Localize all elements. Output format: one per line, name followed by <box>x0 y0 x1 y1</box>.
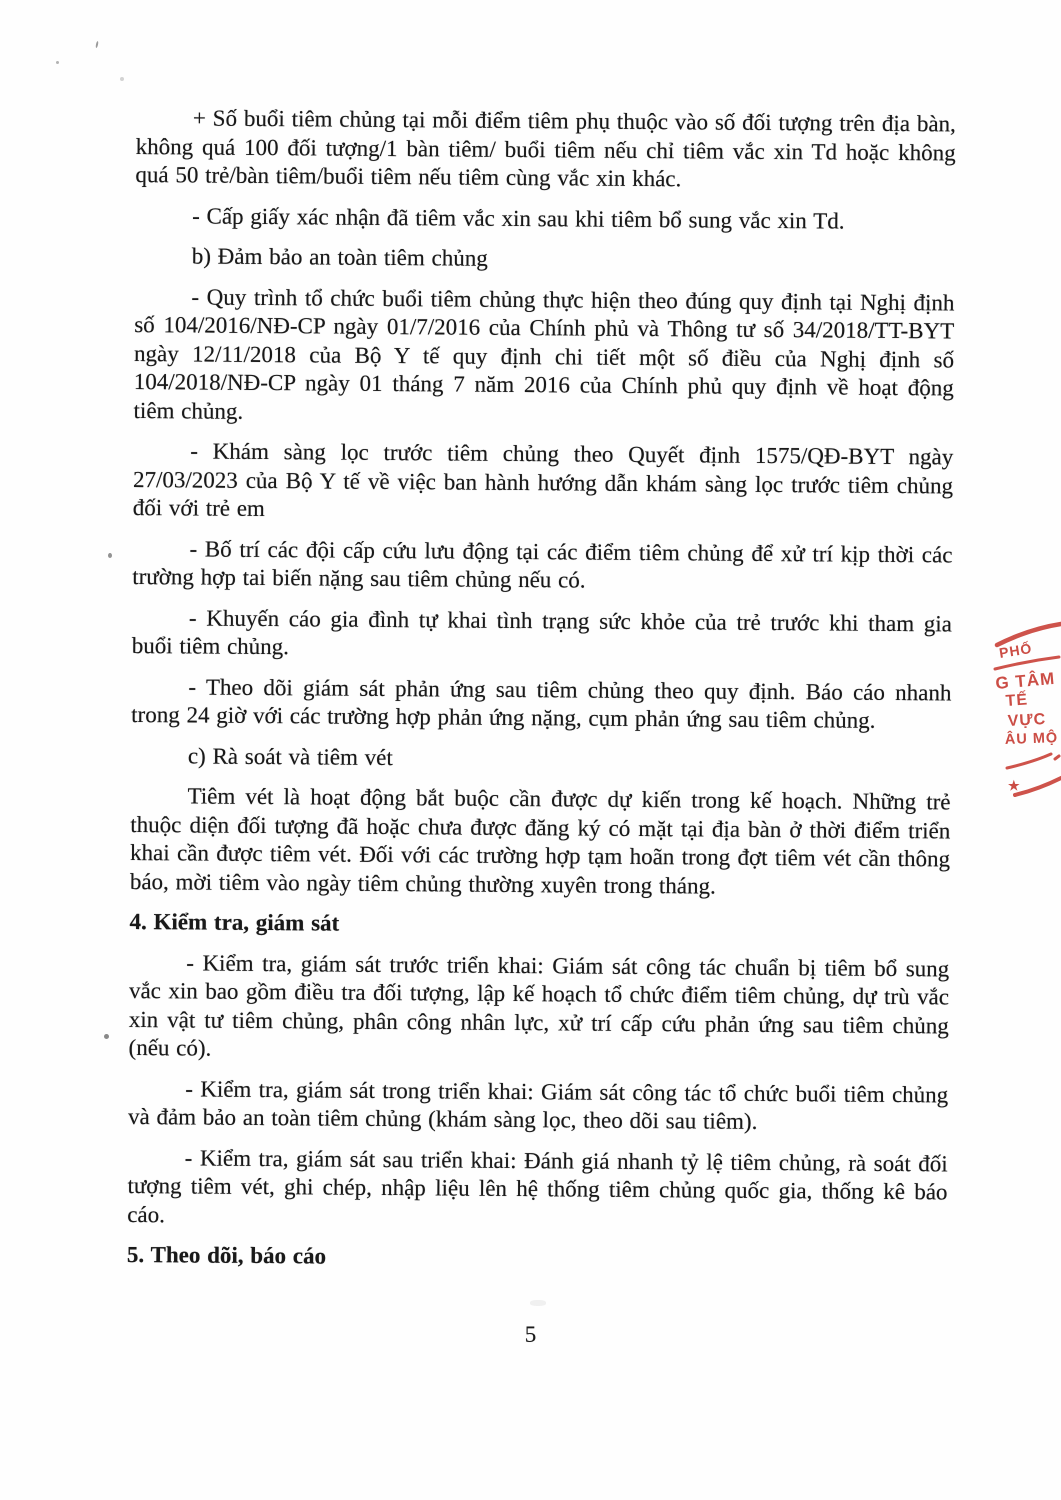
scan-speck <box>95 41 98 48</box>
paragraph-dash-item: - Cấp giấy xác nhận đã tiêm vắc xin sau khi tiêm bổ sung vắc xin Td. <box>192 202 845 234</box>
section-4-heading: 4. Kiểm tra, giám sát <box>129 908 340 936</box>
scan-speck <box>104 1034 109 1039</box>
scan-speck <box>530 1300 546 1306</box>
subsection-b-heading: b) Đảm bảo an toàn tiêm chủng <box>191 243 488 271</box>
stamp-star-icon: ★ <box>1008 778 1021 793</box>
paragraph-dash-item: - Kiểm tra, giám sát sau triển khai: Đánh giá nhanh tỷ lệ tiêm chủng, rà soát đối tượng tiêm vét, ghi chép, nhập liệu lên hệ thống tiêm chủng quốc gia, thống kê báo cáo. <box>127 1144 948 1227</box>
paragraph-dash-item: - Bố trí các đội cấp cứu lưu động tại các điểm tiêm chủng để xử trí kịp thời các trường hợp tai biến nặng sau tiêm chủng nếu có. <box>132 535 953 593</box>
page-number: 5 <box>524 1322 537 1347</box>
stamp-arc-bottom-outer <box>1015 778 1061 795</box>
stamp-text-fragment: PHỐ <box>997 639 1034 661</box>
paragraph-dash-item: - Theo dõi giám sát phản ứng sau tiêm chủng theo quy định. Báo cáo nhanh trong 24 giờ với các trường hợp phản ứng nặng, cụm phản ứng sau tiêm chủng. <box>131 673 952 733</box>
scan-speck <box>56 61 59 64</box>
scan-speck <box>108 553 112 558</box>
paragraph-body: Tiêm vét là hoạt động bắt buộc cần được dự kiến trong kế hoạch. Những trẻ thuộc diện đối tượng đã hoặc chưa được đăng ký có mặt tại địa bàn ở thời điểm triển khai cần được tiêm vét. Đối với các trường hợp tạm hoãn trong đợt tiêm vét cần thông báo, mời tiêm vào ngày tiêm chủng thường xuyên trong tháng. <box>129 783 951 899</box>
section-5-heading: 5. Theo dõi, báo cáo <box>126 1241 327 1269</box>
paragraph-dash-item: - Quy trình tổ chức buổi tiêm chủng thực hiện theo đúng quy định tại Nghị định số 104/2016/NĐ-CP ngày 01/7/2016 của Chính phủ và Thông tư số 34/2018/TT-BYT ngày 12/11/2018 của Bộ Y tế quy định chi tiết một số điều của Nghị định số 104/2018/NĐ-CP ngày 01 tháng 7 năm 2016 của Chính phủ quy định về hoạt động tiêm chủng. <box>133 283 955 424</box>
paragraph-dash-item: - Khám sàng lọc trước tiêm chủng theo Quyết định 1575/QĐ-BYT ngày 27/03/2023 của Bộ Y tế về việc ban hành hướng dẫn khám sàng lọc trước tiêm chủng đối với trẻ em <box>132 438 954 522</box>
stamp-text-fragment: ÂU MỘ <box>1004 730 1059 748</box>
stamp-arc-bottom-inner <box>1007 754 1059 768</box>
paragraph-dash-item: - Kiểm tra, giám sát trước triển khai: Giám sát công tác chuẩn bị tiêm bổ sung vắc xin bao gồm điều tra đối tượng, lập kế hoạch tổ chức điểm tiêm chủng, dự trù vắc xin vật tư tiêm chủng, phân công nhân lực, xử trí cấp cứu phản ứng sau tiêm chủng (nếu có). <box>128 949 950 1061</box>
document-body <box>127 104 956 1288</box>
paragraph-dash-item: - Kiểm tra, giám sát trong triển khai: Giám sát công tác tổ chức buổi tiêm chủng và đảm bảo an toàn tiêm chủng (khám sàng lọc, theo dõi sau tiêm). <box>127 1075 949 1134</box>
red-circular-stamp <box>985 618 1061 800</box>
paragraph-dash-item: - Khuyến cáo gia đình tự khai tình trạng sức khỏe của trẻ trước khi tham gia buổi tiêm chủng. <box>131 604 953 660</box>
paragraph-plus-item: + Số buổi tiêm chủng tại mỗi điểm tiêm phụ thuộc vào số đối tượng trên địa bàn, không quá 100 đối tượng/1 bàn tiêm/ buổi tiêm nếu chỉ tiêm vắc xin Td hoặc không quá 50 trẻ/bàn tiêm/buổi tiêm nếu tiêm cùng vắc xin khác. <box>135 105 956 192</box>
subsection-c-heading: c) Rà soát và tiêm vét <box>187 742 393 770</box>
scan-speck <box>120 77 124 81</box>
stamp-text-fragment: TẾ <box>1005 691 1029 710</box>
stamp-text-fragment: G TÂM <box>994 668 1056 693</box>
stamp-text-fragment: VỰC <box>1007 711 1047 730</box>
